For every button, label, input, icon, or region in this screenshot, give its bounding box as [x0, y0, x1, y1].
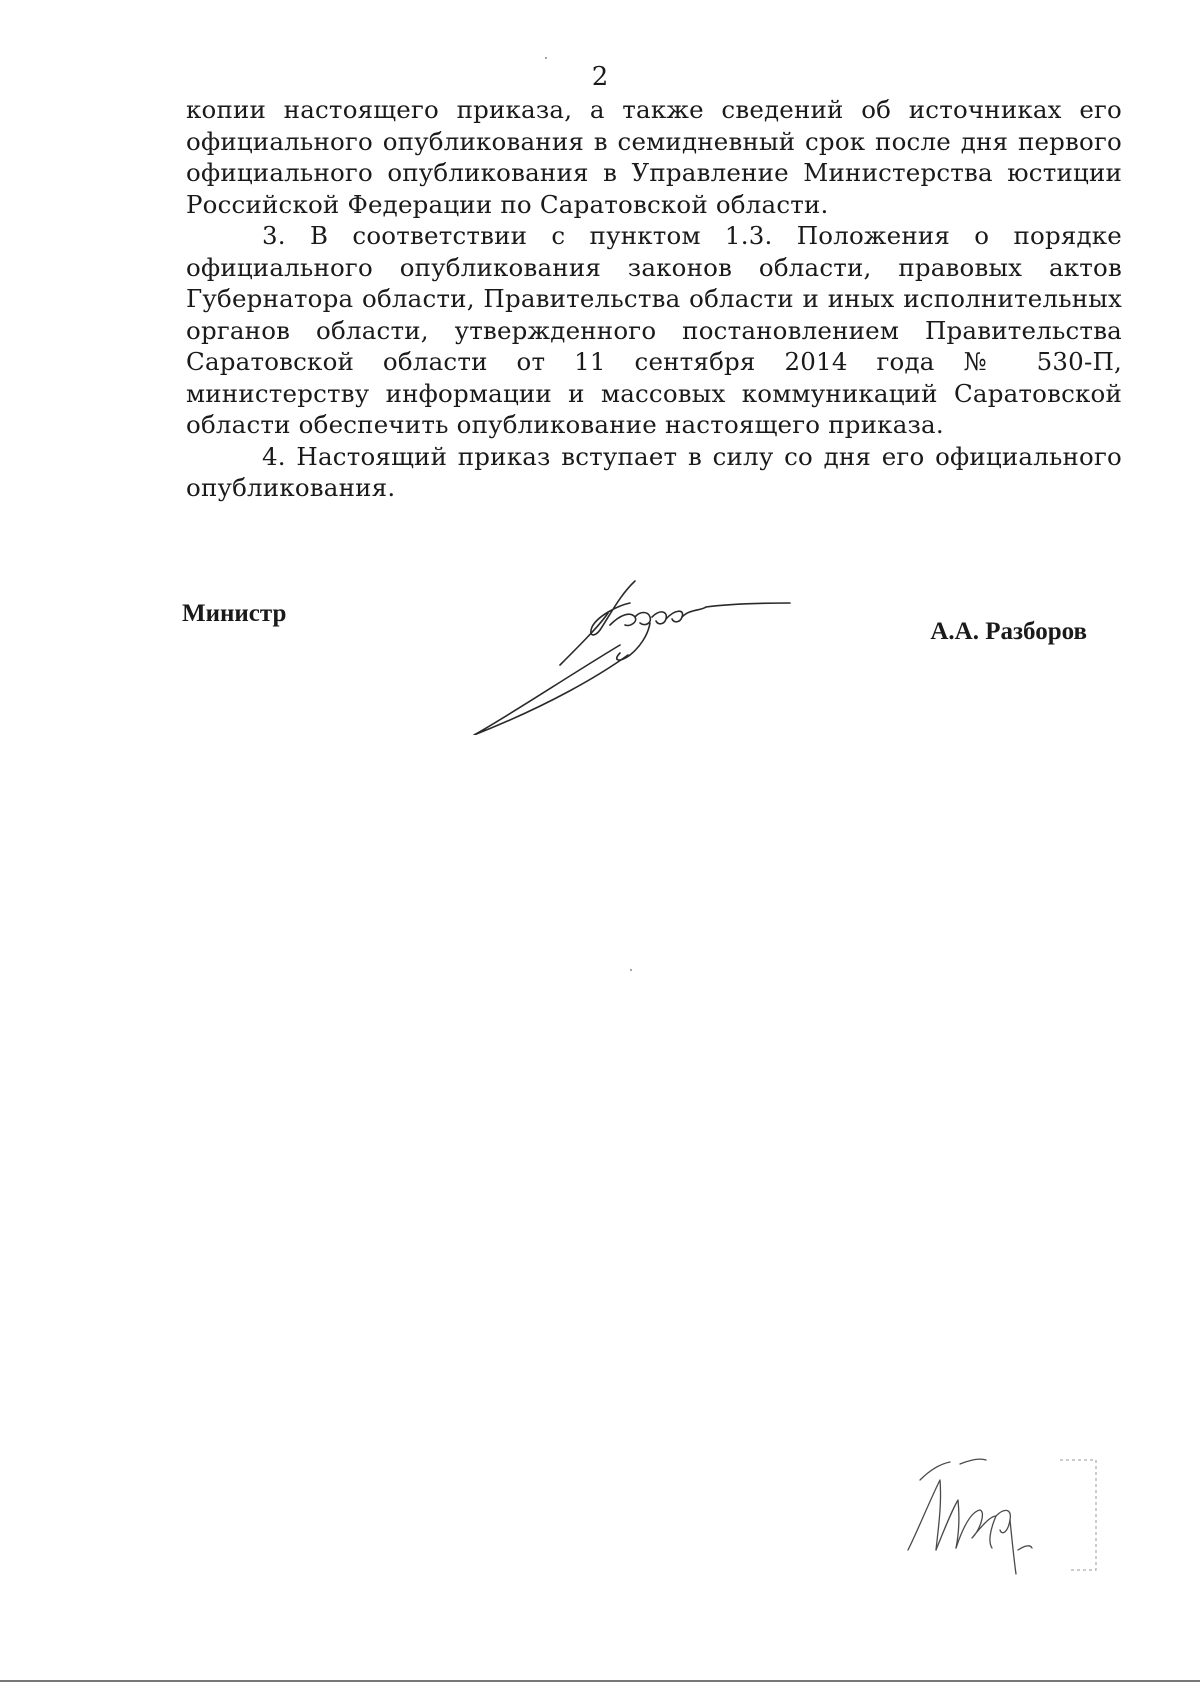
- scan-speck: [630, 969, 632, 971]
- paragraph-item-4: 4. Настоящий приказ вступает в силу со дня его официального опубликования.: [186, 441, 1122, 502]
- paragraph-item-3: 3. В соответствии с пунктом 1.3. Положения о порядке официального опубликования законов области, правовых актов Губернатора области, Правительства области и иных исполнительных органов области, утвержденного постановлением Правительства Саратовской области от 11 сентября 2014 года № 530-П, министерству информации и массовых коммуникаций Саратовской области обеспечить опубликование настоящего приказа.: [186, 221, 1122, 439]
- page-number: 2: [591, 62, 609, 92]
- document-body: [186, 94, 1122, 504]
- visa-initials-handwritten: [900, 1450, 1100, 1580]
- signatory-title: Министр: [182, 600, 287, 627]
- handwritten-signature: [470, 575, 800, 735]
- scan-speck: [545, 57, 547, 59]
- signatory-name: А.А. Разборов: [930, 618, 1087, 645]
- paragraph-continuation: копии настоящего приказа, а также сведений об источниках его официального опубликования в семидневный срок после дня первого официального опубликования в Управление Министерства юстиции Российской Федерации по Саратовской области.: [186, 95, 1122, 219]
- scan-bottom-border: [0, 1680, 1200, 1682]
